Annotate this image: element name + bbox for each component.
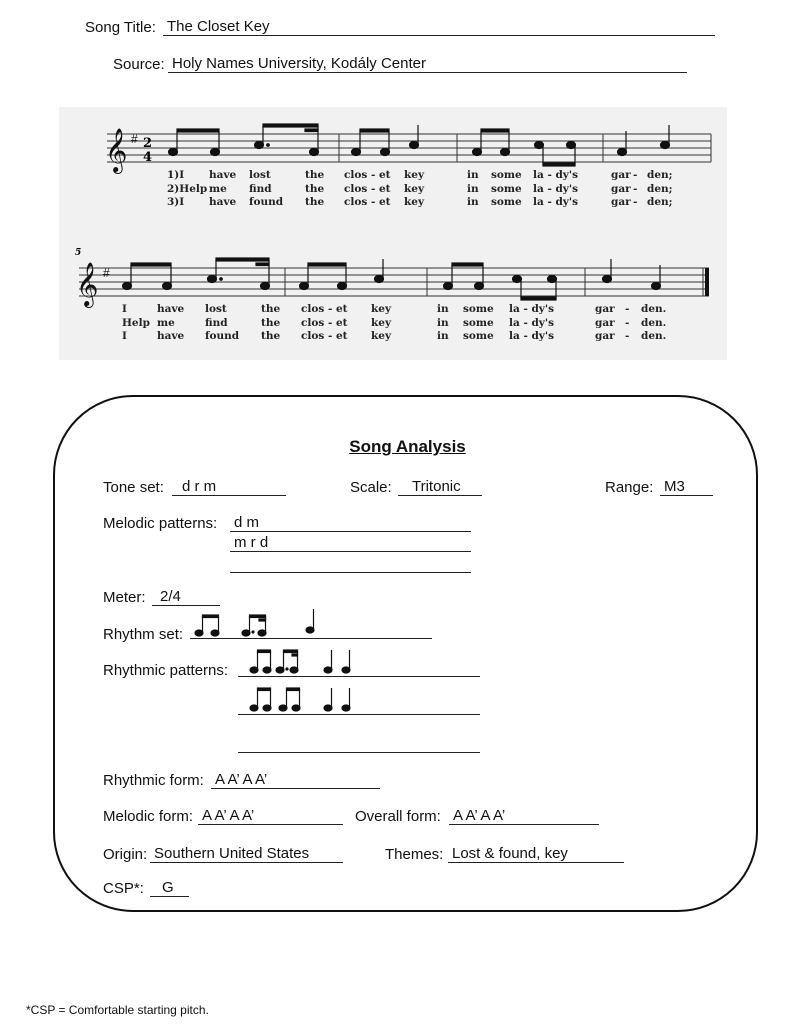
- lyric-syllable: I: [122, 330, 127, 342]
- lyric-syllable: clos - et: [344, 182, 391, 195]
- lyric-syllable: gar: [611, 169, 631, 181]
- svg-text:𝄞: 𝄞: [105, 128, 128, 172]
- rhythmic-form-label: Rhythmic form:: [103, 772, 204, 789]
- lyric-syllable: the: [261, 303, 281, 315]
- lyric-syllable: la - dy's: [533, 169, 579, 181]
- overall-form-label: Overall form:: [355, 808, 441, 825]
- lyric-syllable: key: [404, 182, 425, 195]
- meter-value: 2/4: [160, 588, 181, 605]
- lyric-syllable: found: [249, 196, 284, 208]
- lyric-syllable: key: [404, 196, 425, 208]
- lyric-syllable: 1)I: [167, 169, 185, 181]
- analysis-heading: Song Analysis: [349, 437, 466, 456]
- song-title-label: Song Title:: [85, 19, 156, 36]
- overall-form-value: A A’ A A’: [453, 807, 506, 824]
- lyric-syllable: den.: [641, 316, 667, 329]
- source-field[interactable]: [168, 56, 687, 73]
- lyric-syllable: la - dy's: [509, 330, 555, 342]
- rhythmic-pattern-2-notation: [248, 683, 368, 715]
- range-field[interactable]: [660, 479, 713, 496]
- scale-label: Scale:: [350, 479, 392, 496]
- lyric-syllable: found: [205, 330, 240, 342]
- lyric-syllable: den;: [647, 182, 673, 195]
- lyric-syllable: some: [463, 303, 494, 315]
- lyric-syllable: have: [209, 196, 237, 208]
- lyric-syllable: clos - et: [301, 330, 348, 342]
- origin-value: Southern United States: [154, 845, 310, 862]
- lyric-syllable: in: [437, 303, 449, 315]
- melodic-form-field[interactable]: [198, 808, 343, 825]
- melodic-pattern-line-1[interactable]: [230, 515, 471, 532]
- melodic-patterns-label: Melodic patterns:: [103, 515, 218, 532]
- lyric-syllable: I: [122, 303, 127, 315]
- melodic-pattern-3-value: [230, 555, 234, 572]
- lyric-syllable: have: [157, 303, 185, 315]
- lyric-syllable: key: [371, 303, 392, 315]
- lyric-syllable: the: [261, 316, 281, 329]
- rhythm-set-label: Rhythm set:: [103, 626, 184, 643]
- lyric-syllable: in: [437, 316, 449, 329]
- meter-label: Meter:: [103, 589, 146, 606]
- melodic-pattern-line-2[interactable]: [230, 535, 471, 552]
- song-title-field[interactable]: [163, 19, 715, 36]
- melodic-form-label: Melodic form:: [103, 808, 194, 825]
- svg-text:𝄞: 𝄞: [76, 262, 99, 306]
- lyric-syllable: gar: [611, 196, 631, 208]
- tone-set-label: Tone set:: [103, 479, 164, 496]
- lyric-syllable: Help: [122, 316, 150, 329]
- lyric-syllable: have: [209, 169, 237, 181]
- lyric-syllable: key: [371, 330, 392, 342]
- scale-field[interactable]: [398, 479, 482, 496]
- lyric-syllable: clos - et: [344, 169, 391, 181]
- csp-field[interactable]: [150, 880, 189, 897]
- lyric-syllable: gar: [595, 303, 615, 315]
- lyric-syllable: the: [305, 196, 325, 208]
- lyric-syllable: some: [491, 169, 522, 181]
- overall-form-field[interactable]: [449, 808, 599, 825]
- rhythmic-form-value: A A’ A A’: [215, 771, 268, 788]
- rhythmic-patterns-label: Rhythmic patterns:: [103, 662, 229, 679]
- range-label: Range:: [605, 479, 654, 496]
- themes-label: Themes:: [385, 846, 444, 863]
- lyric-syllable: den;: [647, 196, 673, 208]
- measure-number: 5: [75, 248, 82, 258]
- lyric-syllable: key: [404, 169, 425, 181]
- song-analysis-box: [53, 395, 758, 912]
- lyric-syllable: den.: [641, 303, 667, 315]
- lyric-syllable: some: [463, 330, 494, 342]
- lyric-syllable: the: [305, 182, 325, 195]
- origin-field[interactable]: [150, 846, 343, 863]
- lyric-syllable: -: [633, 196, 638, 208]
- meter-field[interactable]: [152, 589, 220, 606]
- lyric-syllable: la - dy's: [533, 182, 579, 195]
- lyric-syllable: in: [467, 196, 479, 208]
- rhythmic-pattern-1-notation: [248, 645, 368, 677]
- lyric-syllable: some: [491, 182, 522, 195]
- svg-text:2: 2: [143, 136, 153, 151]
- lyric-syllable: gar: [595, 316, 615, 329]
- origin-label: Origin:: [103, 846, 148, 863]
- lyric-syllable: den.: [641, 330, 667, 342]
- lyric-syllable: in: [437, 330, 449, 342]
- melodic-form-value: A A’ A A’: [202, 807, 255, 824]
- rhythm-set-notation: [190, 606, 330, 640]
- lyric-syllable: den;: [647, 169, 673, 181]
- melodic-pattern-2-value: m r d: [234, 534, 269, 551]
- tone-set-value: d r m: [182, 478, 217, 495]
- scale-value: Tritonic: [412, 478, 461, 495]
- lyric-syllable: gar: [595, 330, 615, 342]
- lyric-syllable: la - dy's: [509, 303, 555, 315]
- lyric-syllable: 2)Help: [167, 182, 208, 195]
- lyric-syllable: -: [633, 182, 638, 195]
- lyric-syllable: me: [209, 182, 227, 195]
- lyric-syllable: find: [205, 316, 228, 329]
- lyric-syllable: some: [491, 196, 522, 208]
- source-label: Source:: [113, 56, 165, 73]
- lyric-syllable: me: [157, 316, 175, 329]
- lyric-syllable: la - dy's: [533, 196, 579, 208]
- lyric-syllable: 3)I: [167, 196, 185, 208]
- lyric-syllable: have: [157, 330, 185, 342]
- lyric-syllable: in: [467, 182, 479, 195]
- rhythmic-form-field[interactable]: [211, 772, 380, 789]
- music-score: [59, 107, 727, 360]
- themes-field[interactable]: [448, 846, 624, 863]
- melodic-pattern-1-value: d m: [234, 514, 260, 531]
- lyric-syllable: some: [463, 316, 494, 329]
- source-value: Holy Names University, Kodály Center: [172, 55, 426, 72]
- csp-label: CSP*:: [103, 880, 144, 897]
- lyric-syllable: gar: [611, 182, 631, 195]
- svg-text:#: #: [131, 132, 138, 146]
- lyric-syllable: key: [371, 316, 392, 329]
- svg-text:4: 4: [143, 150, 153, 165]
- themes-value: Lost & found, key: [452, 845, 568, 862]
- svg-text:#: #: [103, 266, 110, 280]
- lyric-syllable: lost: [249, 169, 271, 181]
- lyric-syllable: the: [261, 330, 281, 342]
- lyric-syllable: -: [625, 316, 630, 329]
- lyric-syllable: in: [467, 169, 479, 181]
- csp-value: G: [162, 879, 174, 896]
- lyric-syllable: -: [625, 303, 630, 315]
- lyric-syllable: -: [633, 169, 638, 181]
- footnote: *CSP = Comfortable starting pitch.: [26, 1003, 209, 1017]
- range-value: M3: [664, 478, 685, 495]
- lyric-syllable: -: [625, 330, 630, 342]
- lyric-syllable: la - dy's: [509, 316, 555, 329]
- melodic-pattern-line-3[interactable]: [230, 556, 471, 573]
- tone-set-field[interactable]: [172, 479, 286, 496]
- lyric-syllable: find: [249, 182, 272, 195]
- lyric-syllable: clos - et: [301, 316, 348, 329]
- lyric-syllable: lost: [205, 303, 227, 315]
- lyric-syllable: clos - et: [301, 303, 348, 315]
- song-title-value: The Closet Key: [167, 18, 270, 35]
- lyric-syllable: clos - et: [344, 196, 391, 208]
- rhythmic-pattern-line-3[interactable]: [238, 738, 480, 753]
- lyric-syllable: the: [305, 169, 325, 181]
